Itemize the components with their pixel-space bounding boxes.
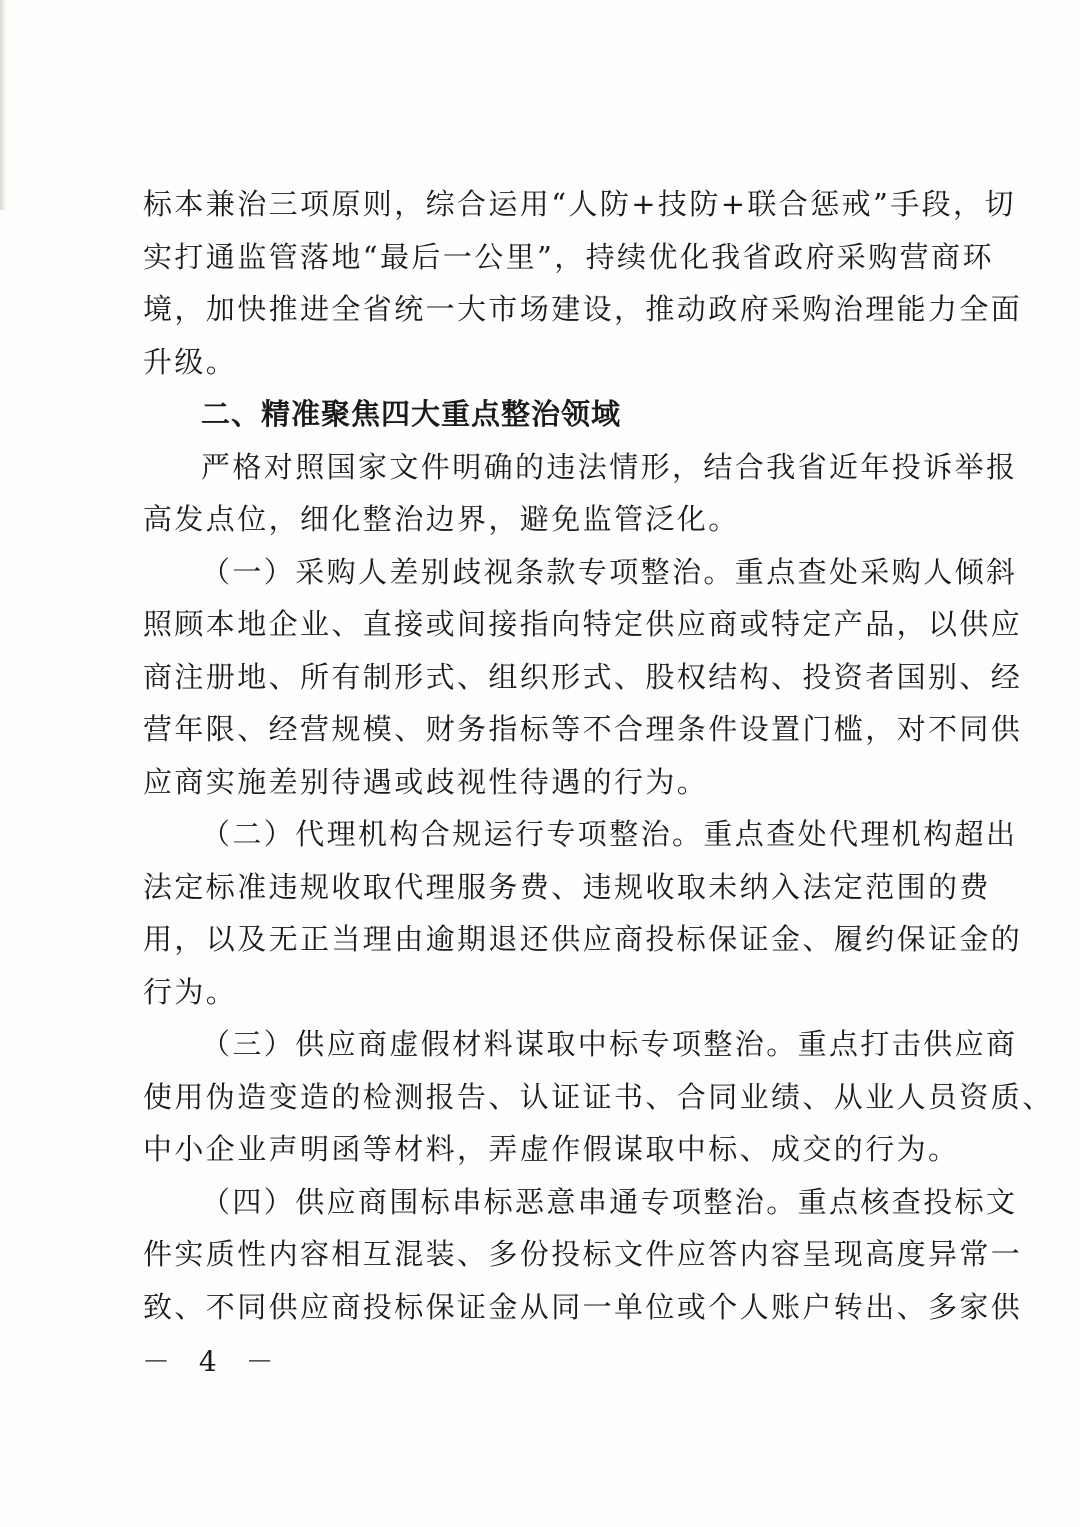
document-body (143, 178, 1054, 1333)
paragraph-line: 营年限、经营规模、财务指标等不合理条件设置门槛，对不同供 (143, 712, 1023, 746)
paragraph-line: 实打通监管落地“最后一公里”，持续优化我省政府采购营商环 (143, 239, 994, 274)
paragraph-line: 升级。 (143, 344, 238, 379)
paragraph-line: （一）采购人差别歧视条款专项整治。重点查处采购人倾斜 (201, 554, 1018, 589)
paragraph-line: 行为。 (143, 974, 238, 1009)
paragraph-line: 应商实施差别待遇或歧视性待遇的行为。 (143, 764, 709, 799)
paragraph-line: 用，以及无正当理由逾期退还供应商投标保证金、履约保证金的 (143, 922, 1023, 956)
paragraph-line: 致、不同供应商投标保证金从同一单位或个人账户转出、多家供 (143, 1289, 1023, 1324)
paragraph-line: 高发点位，细化整治边界，避免监管泛化。 (143, 502, 740, 536)
paragraph-line: 件实质性内容相互混装、多份投标文件应答内容呈现高度异常一 (143, 1237, 1023, 1271)
paragraph-line: 法定标准违规收取代理服务费、违规收取未纳入法定范围的费 (143, 869, 991, 904)
paragraph-line: 境，加快推进全省统一大市场建设，推动政府采购治理能力全面 (143, 292, 1023, 326)
paragraph-line: 商注册地、所有制形式、组织形式、股权结构、投资者国别、经 (143, 659, 1023, 694)
page-number: － 4 － (142, 1345, 284, 1378)
paragraph-line: （四）供应商围标串标恶意串通专项整治。重点核查投标文 (201, 1184, 1018, 1219)
paragraph-line: 严格对照国家文件明确的违法情形，结合我省近年投诉举报 (201, 449, 1018, 484)
paragraph-line: 标本兼治三项原则，综合运用“人防+技防+联合惩戒”手段，切 (143, 187, 1016, 221)
paragraph-line: 中小企业声明函等材料，弄虚作假谋取中标、成交的行为。 (143, 1132, 960, 1166)
paragraph-line: （三）供应商虚假材料谋取中标专项整治。重点打击供应商 (201, 1027, 1018, 1061)
paragraph-line: 照顾本地企业、直接或间接指向特定供应商或特定产品，以供应 (143, 607, 1023, 641)
paragraph-line: 使用伪造变造的检测报告、认证证书、合同业绩、从业人员资质、 (143, 1079, 1054, 1114)
scan-edge-shadow (0, 0, 6, 210)
paragraph-line: （二）代理机构合规运行专项整治。重点查处代理机构超出 (201, 817, 1018, 851)
section-heading: 二、精准聚焦四大重点整治领域 (201, 397, 622, 431)
